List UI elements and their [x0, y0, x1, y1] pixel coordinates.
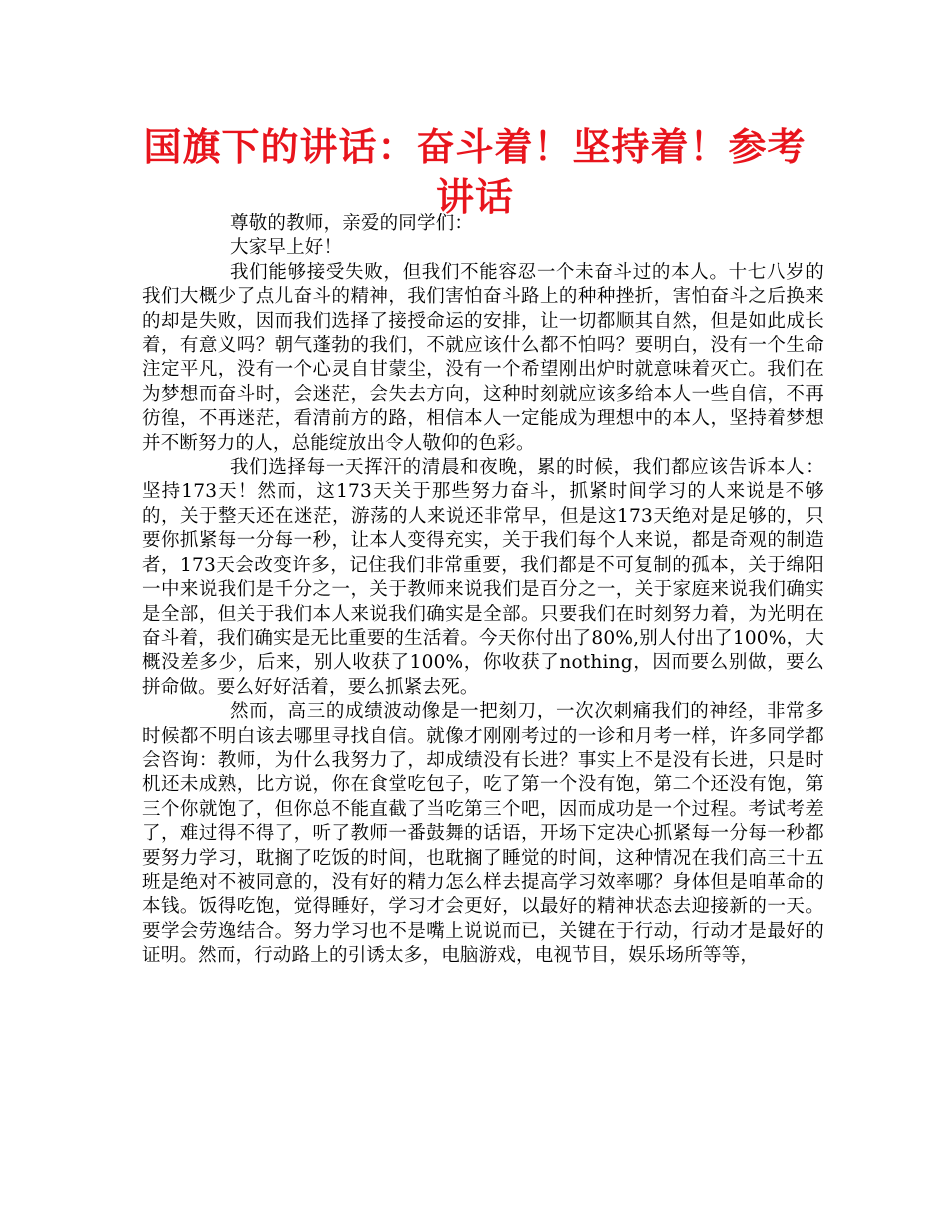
document-title: 国旗下的讲话：奋斗着！坚持着！参考讲话: [143, 125, 807, 219]
body-paragraph: 我们选择每一天挥汗的清晨和夜晚，累的时候，我们都应该告诉本人：坚持173天！然而，这173天关于那些努力奋斗，抓紧时间学习的人来说是不够的，关于整天还在迷茫，游荡的人来说还非常早，但是这173天绝对是足够的，只要你抓紧每一分每一秒，让本人变得充实，关于我们每个人来说，都是奇观的制造者，173天会改变许多，记住我们非常重要，我们都是不可复制的孤本，关于绵阳一中来说我们是千分之一，关于教师来说我们是百分之一，关于家庭来说我们确实是全部，但关于我们本人来说我们确实是全部。只要我们在时刻努力着，为光明在奋斗着，我们确实是无比重要的生活着。今天你付出了80%,别人付出了100%，大概没差多少，后来，别人收获了100%，你收获了nothing，因而要么别做，要么拼命做。要么好好活着，要么抓紧去死。: [142, 457, 824, 698]
document-body: [142, 212, 824, 969]
morning-greeting-line: 大家早上好！: [230, 237, 343, 259]
body-paragraph: 然而，高三的成绩波动像是一把刻刀，一次次刺痛我们的神经，非常多时候都不明白该去哪里寻找自信。就像才刚刚考过的一诊和月考一样，许多同学都会咨询：教师，为什么我努力了，却成绩没有长进？事实上不是没有长进，只是时机还未成熟，比方说，你在食堂吃包子，吃了第一个没有饱，第二个还没有饱，第三个你就饱了，但你总不能直截了当吃第三个吧，因而成功是一个过程。考试考差了，难过得不得了，听了教师一番鼓舞的话语，开场下定决心抓紧每一分每一秒都要努力学习，耽搁了吃饭的时间，也耽搁了睡觉的时间，这种情况在我们高三十五班是绝对不被同意的，没有好的精力怎么样去提高学习效率哪？身体但是咱革命的本钱。饭得吃饱，觉得睡好，学习才会更好，以最好的精神状态去迎接新的一天。要学会劳逸结合。努力学习也不是嘴上说说而已，关键在于行动，行动才是最好的证明。然而，行动路上的引诱太多，电脑游戏，电视节目，娱乐场所等等，: [142, 701, 824, 967]
body-paragraph: 我们能够接受失败，但我们不能容忍一个未奋斗过的本人。十七八岁的我们大概少了点儿奋斗的精神，我们害怕奋斗路上的种种挫折，害怕奋斗之后换来的却是失败，因而我们选择了接授命运的安排，让一切都顺其自然，但是如此成长着，有意义吗？朝气蓬勃的我们，不就应该什么都不怕吗？要明白，没有一个生命注定平凡，没有一个心灵自甘蒙尘，没有一个希望刚出炉时就意味着灭亡。我们在为梦想而奋斗时，会迷茫，会失去方向，这种时刻就应该多给本人一些自信，不再彷徨，不再迷茫，看清前方的路，相信本人一定能成为理想中的本人，坚持着梦想并不断努力的人，总能绽放出令人敬仰的色彩。: [142, 261, 824, 454]
greeting-line: 尊敬的教师，亲爱的同学们：: [230, 213, 474, 234]
